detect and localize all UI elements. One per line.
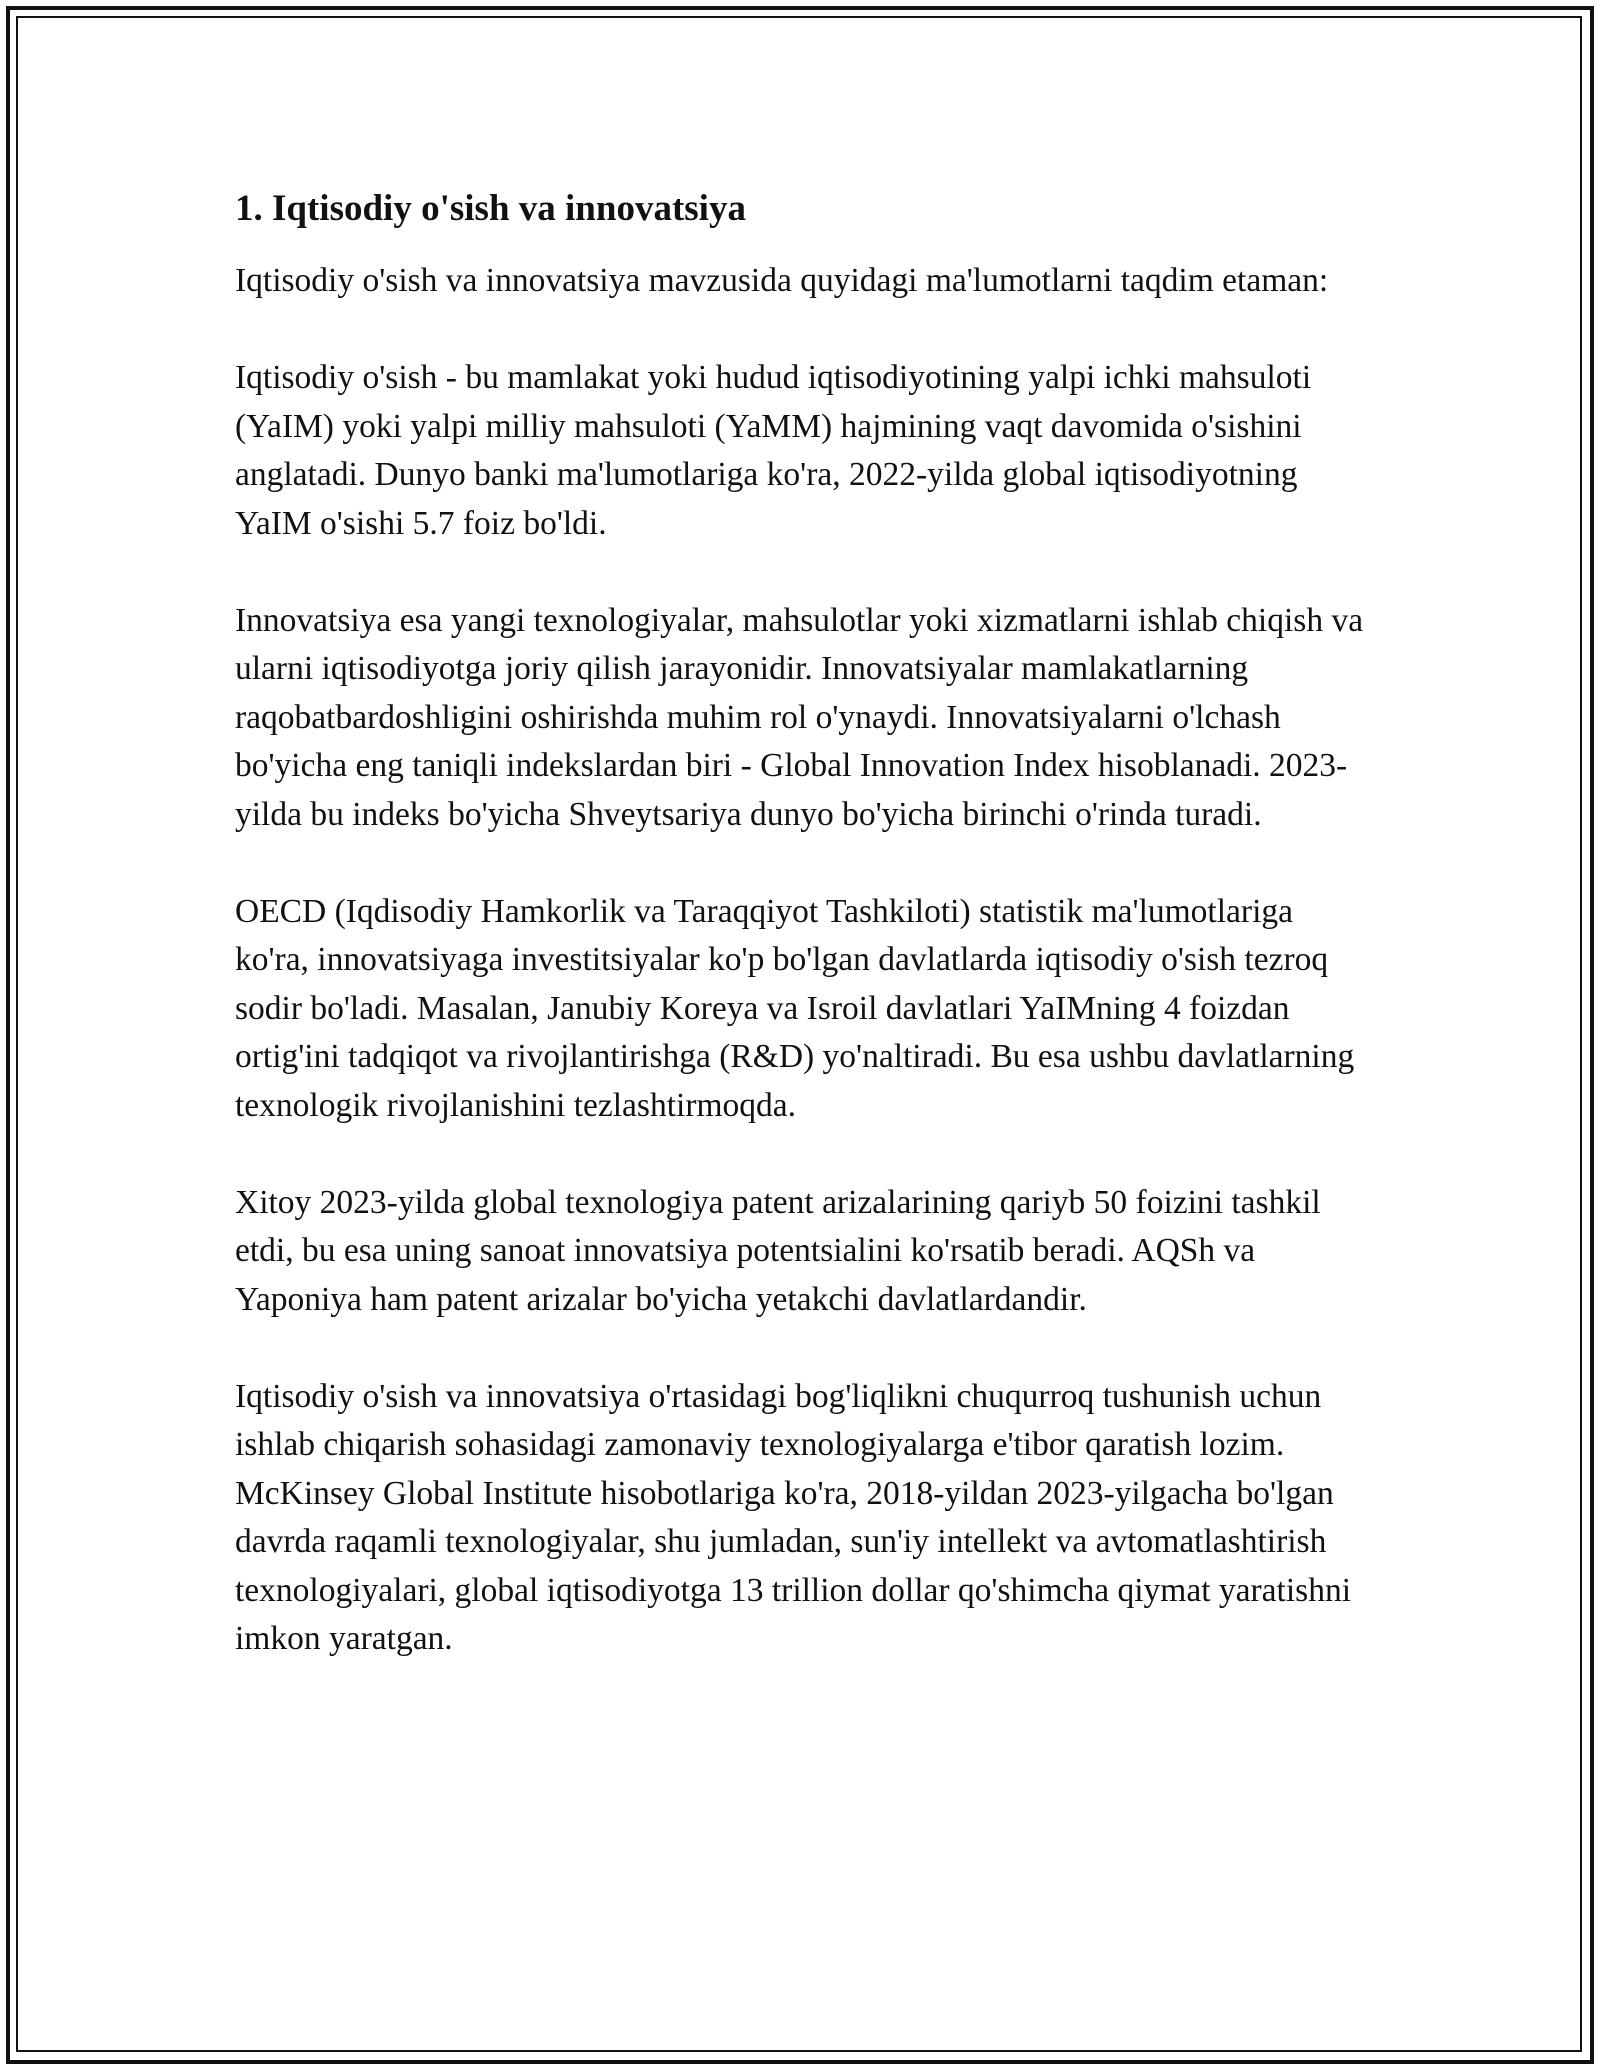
document-body [235, 185, 1365, 1664]
paragraph-china-patents: Xitoy 2023-yilda global texnologiya patent arizalarining qariyb 50 foizini tashkil etdi, bu esa uning sanoat innovatsiya potentsialini ko'rsatib beradi. AQSh va Yaponiya ham patent arizalar bo'yicha yetakchi davlatlardandir. [235, 1183, 1321, 1318]
paragraph-oecd: OECD (Iqdisodiy Hamkorlik va Taraqqiyot Tashkiloti) statistik ma'lumotlariga ko'ra, innovatsiyaga investitsiyalar ko'p bo'lgan davlatlarda iqtisodiy o'sish tezroq sodir bo'ladi. Masalan, Janubiy Koreya va Isroil davlatlari YaIMning 4 foizdan ortig'ini tadqiqot va rivojlantirishga (R&D) yo'naltiradi. Bu esa ushbu davlatlarning texnologik rivojlanishini tezlashtirmoqda. [235, 892, 1355, 1124]
paragraph-intro: Iqtisodiy o'sish va innovatsiya mavzusida quyidagi ma'lumotlarni taqdim etaman: [235, 262, 1329, 299]
paragraph-innovation: Innovatsiya esa yangi texnologiyalar, mahsulotlar yoki xizmatlarni ishlab chiqish va ularni iqtisodiyotga joriy qilish jarayonidir. Innovatsiyalar mamlakatlarning raqobatbardoshligini oshirishda muhim rol o'ynaydi. Innovatsiyalarni o'lchash bo'yicha eng taniqli indekslardan biri - Global Innovation Index hisoblanadi. 2023-yilda bu indeks bo'yicha Shveytsariya dunyo bo'yicha birinchi o'rinda turadi. [235, 601, 1364, 833]
section-heading: 1. Iqtisodiy o'sish va innovatsiya [235, 188, 746, 229]
paragraph-economic-growth: Iqtisodiy o'sish - bu mamlakat yoki hudud iqtisodiyotining yalpi ichki mahsuloti (YaIM) yoki yalpi milliy mahsuloti (YaMM) hajmining vaqt davomida o'sishini anglatadi. Dunyo banki ma'lumotlariga ko'ra, 2022-yilda global iqtisodiyotning YaIM o'sishi 5.7 foiz bo'ldi. [235, 359, 1312, 542]
paragraph-mckinsey: Iqtisodiy o'sish va innovatsiya o'rtasidagi bog'liqlikni chuqurroq tushunish uchun ishlab chiqarish sohasidagi zamonaviy texnologiyalarga e'tibor qaratish lozim. McKinsey Global Institute hisobotlariga ko'ra, 2018-yildan 2023-yilgacha bo'lgan davrda raqamli texnologiyalar, shu jumladan, sun'iy intellekt va avtomatlashtirish texnologiyalari, global iqtisodiyotga 13 trillion dollar qo'shimcha qiymat yaratishni imkon yaratgan. [235, 1377, 1352, 1657]
